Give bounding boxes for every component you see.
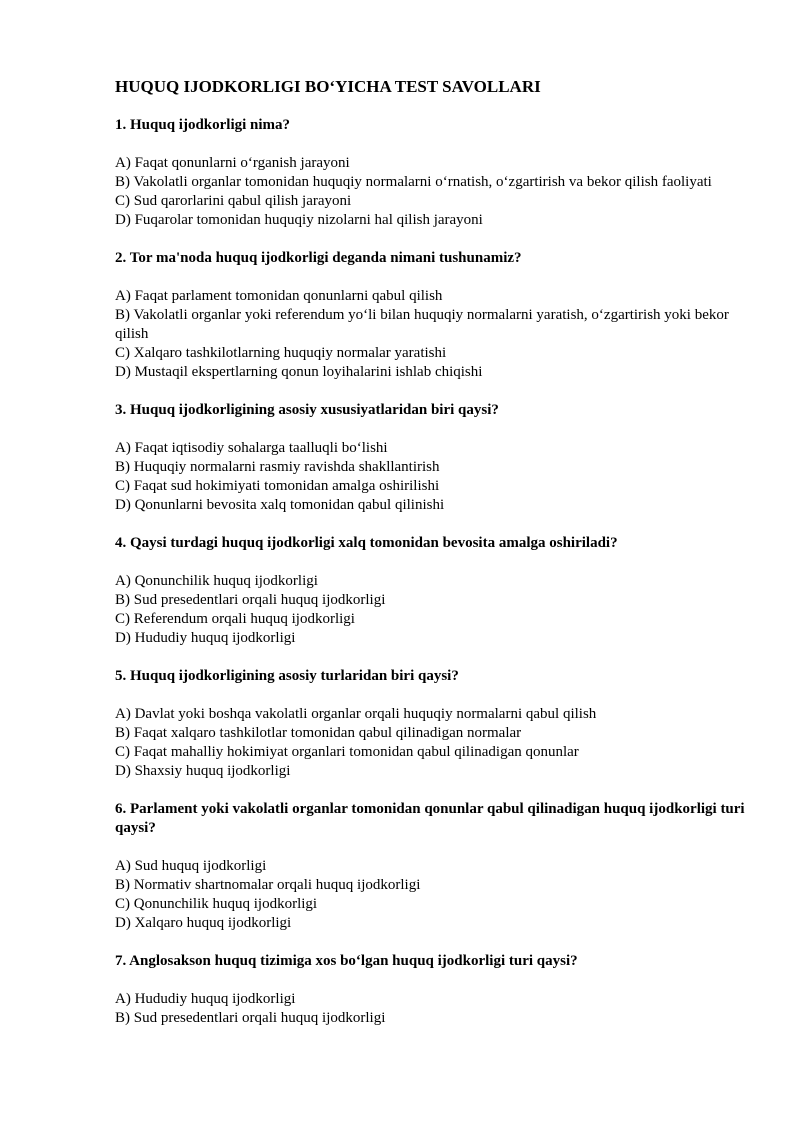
answer-options bbox=[115, 705, 755, 781]
question-text: 7. Anglosakson huquq tizimiga xos boʻlgan huquq ijodkorligi turi qaysi? bbox=[115, 953, 578, 969]
question-text: 5. Huquq ijodkorligining asosiy turlaridan biri qaysi? bbox=[115, 668, 459, 684]
answer-option: B) Sud presedentlari orqali huquq ijodkorligi bbox=[115, 1010, 386, 1026]
question-text: 6. Parlament yoki vakolatli organlar tomonidan qonunlar qabul qilinadigan huquq ijodkorligi turi qaysi? bbox=[115, 801, 745, 836]
answer-options bbox=[115, 572, 755, 648]
question-text: 2. Tor ma'noda huquq ijodkorligi deganda nimani tushunamiz? bbox=[115, 250, 522, 266]
answer-option: B) Vakolatli organlar tomonidan huquqiy normalarni oʻrnatish, oʻzgartirish va bekor qilish faoliyati bbox=[115, 174, 712, 190]
answer-options bbox=[115, 154, 755, 230]
question-block-4 bbox=[115, 534, 755, 648]
answer-option: B) Huquqiy normalarni rasmiy ravishda shakllantirish bbox=[115, 459, 440, 475]
answer-option: B) Vakolatli organlar yoki referendum yoʻli bilan huquqiy normalarni yaratish, oʻzgartirish yoki bekor qilish bbox=[115, 307, 729, 342]
answer-option: D) Xalqaro huquq ijodkorligi bbox=[115, 915, 292, 931]
answer-option: C) Referendum orqali huquq ijodkorligi bbox=[115, 611, 355, 627]
question-block-7 bbox=[115, 952, 755, 1028]
document-title: HUQUQ IJODKORLIGI BOʻYICHA TEST SAVOLLARI bbox=[115, 77, 541, 96]
question-text: 1. Huquq ijodkorligi nima? bbox=[115, 117, 291, 133]
answer-option: D) Shaxsiy huquq ijodkorligi bbox=[115, 763, 291, 779]
answer-option: C) Faqat sud hokimiyati tomonidan amalga oshirilishi bbox=[115, 478, 440, 494]
answer-option: D) Qonunlarni bevosita xalq tomonidan qabul qilinishi bbox=[115, 497, 445, 513]
answer-option: A) Davlat yoki boshqa vakolatli organlar orqali huquqiy normalarni qabul qilish bbox=[115, 706, 597, 722]
answer-option: A) Faqat qonunlarni oʻrganish jarayoni bbox=[115, 155, 350, 171]
question-block-2 bbox=[115, 249, 755, 382]
document-page bbox=[115, 77, 755, 1047]
answer-option: A) Faqat parlament tomonidan qonunlarni qabul qilish bbox=[115, 288, 443, 304]
answer-option: D) Hududiy huquq ijodkorligi bbox=[115, 630, 296, 646]
answer-option: A) Qonunchilik huquq ijodkorligi bbox=[115, 573, 318, 589]
question-block-6 bbox=[115, 800, 755, 933]
answer-option: B) Sud presedentlari orqali huquq ijodkorligi bbox=[115, 592, 386, 608]
answer-option: B) Normativ shartnomalar orqali huquq ijodkorligi bbox=[115, 877, 421, 893]
answer-option: C) Sud qarorlarini qabul qilish jarayoni bbox=[115, 193, 352, 209]
question-block-5 bbox=[115, 667, 755, 781]
question-text: 4. Qaysi turdagi huquq ijodkorligi xalq tomonidan bevosita amalga oshiriladi? bbox=[115, 535, 618, 551]
answer-option: A) Faqat iqtisodiy sohalarga taalluqli boʻlishi bbox=[115, 440, 388, 456]
answer-options bbox=[115, 990, 755, 1028]
question-list bbox=[115, 116, 755, 1028]
answer-option: C) Xalqaro tashkilotlarning huquqiy normalar yaratishi bbox=[115, 345, 447, 361]
question-block-3 bbox=[115, 401, 755, 515]
answer-options bbox=[115, 857, 755, 933]
answer-option: D) Fuqarolar tomonidan huquqiy nizolarni hal qilish jarayoni bbox=[115, 212, 483, 228]
answer-option: D) Mustaqil ekspertlarning qonun loyihalarini ishlab chiqishi bbox=[115, 364, 483, 380]
answer-option: C) Faqat mahalliy hokimiyat organlari tomonidan qabul qilinadigan qonunlar bbox=[115, 744, 579, 760]
answer-option: A) Sud huquq ijodkorligi bbox=[115, 858, 267, 874]
answer-options bbox=[115, 287, 755, 382]
question-text: 3. Huquq ijodkorligining asosiy xususiyatlaridan biri qaysi? bbox=[115, 402, 499, 418]
answer-option: A) Hududiy huquq ijodkorligi bbox=[115, 991, 296, 1007]
question-block-1 bbox=[115, 116, 755, 230]
answer-options bbox=[115, 439, 755, 515]
answer-option: B) Faqat xalqaro tashkilotlar tomonidan qabul qilinadigan normalar bbox=[115, 725, 522, 741]
answer-option: C) Qonunchilik huquq ijodkorligi bbox=[115, 896, 318, 912]
